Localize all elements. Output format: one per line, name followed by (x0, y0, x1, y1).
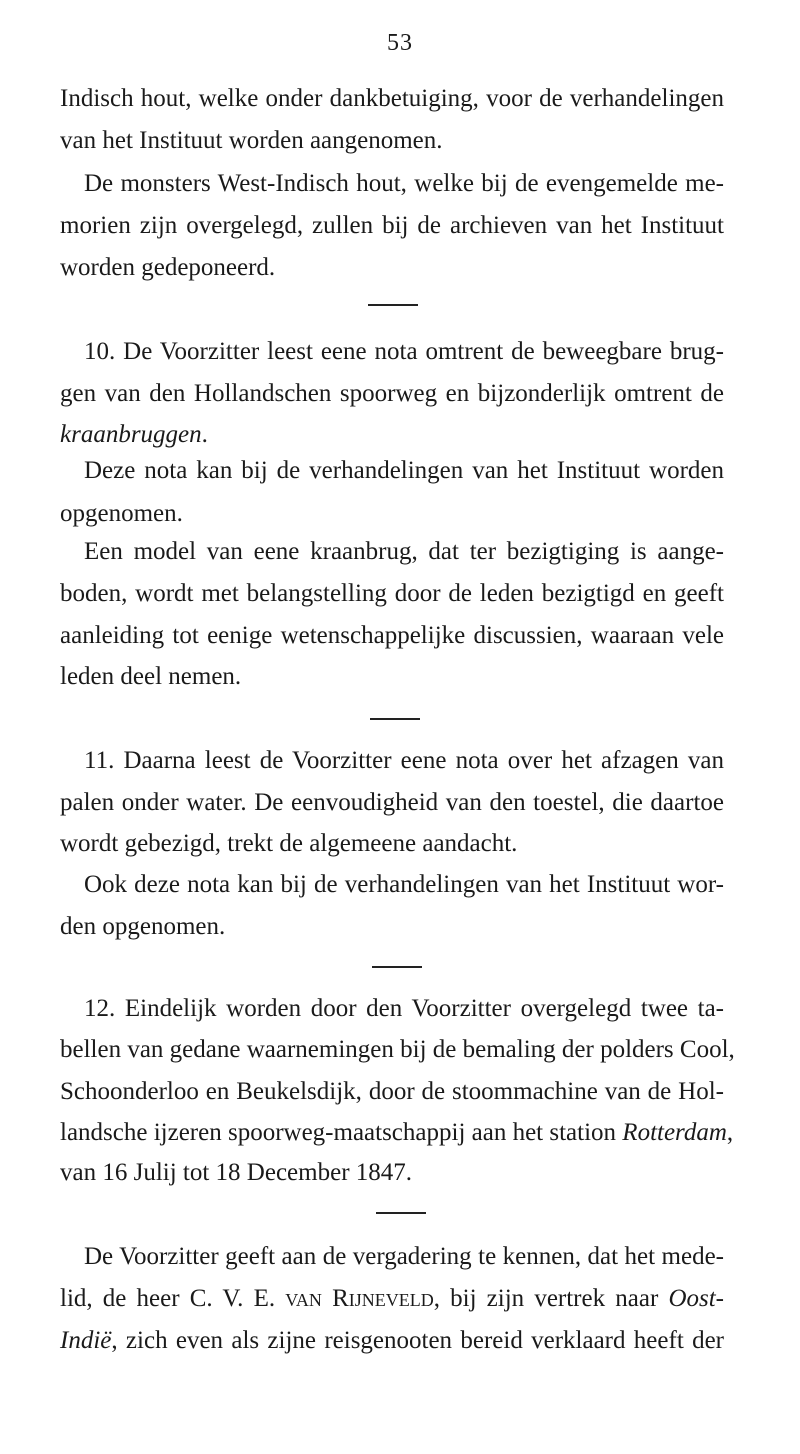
text-line: boden, wordt met belangstelling door de leden bezigtigd en geeft (60, 580, 724, 607)
text-line: leden deel nemen. (60, 663, 242, 690)
text-line: Ook deze nota kan bij de verhandelingen van het Instituut wor- (84, 871, 724, 898)
text-line: morien zijn overgelegd, zullen bij de archieven van het Instituut (60, 212, 724, 239)
text-line: van het Instituut worden aangenomen. (60, 127, 443, 154)
text-line: De Voorzitter geeft aan de vergadering te kennen, dat het mede- (84, 1243, 724, 1270)
text-line: kraanbruggen. (60, 421, 208, 448)
section-divider (368, 304, 418, 306)
text-line: van 16 Julij tot 18 December 1847. (60, 1159, 413, 1186)
text-line: den opgenomen. (60, 913, 226, 940)
italic-place: Indië (60, 1327, 112, 1354)
smallcaps-name: van Rijneveld (285, 1285, 434, 1312)
text-line: Een model van eene kraanbrug, dat ter bezigtiging is aange- (84, 538, 724, 565)
text-line: lid, de heer C. V. E. van Rijneveld, bij zijn vertrek naar Oost- (60, 1285, 724, 1312)
text-line: palen onder water. De eenvoudigheid van den toestel, die daartoe (60, 789, 724, 816)
text-line: 12. Eindelijk worden door den Voorzitter overgelegd twee ta- (84, 995, 724, 1022)
italic-place: Oost- (668, 1285, 724, 1312)
text-line: aanleiding tot eenige wetenschappelijke discussien, waaraan vele (60, 622, 724, 649)
text-line: wordt gebezigd, trekt de algemeene aandacht. (60, 830, 518, 857)
section-divider (370, 718, 420, 720)
text-line: Schoonderloo en Beukelsdijk, door de stoommachine van de Hol- (60, 1078, 724, 1105)
text-line: Indië, zich even als zijne reisgenooten bereid verklaard heeft der (60, 1327, 724, 1354)
section-divider (376, 1212, 426, 1214)
section-divider (372, 966, 422, 968)
italic-place: Rotterdam (622, 1119, 727, 1146)
italic-term: kraanbruggen (60, 421, 202, 448)
page-number: 53 (387, 30, 413, 56)
text-line: Indisch hout, welke onder dankbetuiging, voor de verhandelingen (60, 85, 724, 112)
text-line: Deze nota kan bij de verhandelingen van het Instituut worden (84, 457, 724, 484)
text-line: worden gedeponeerd. (60, 254, 276, 281)
text-line: gen van den Hollandschen spoorweg en bijzonderlijk omtrent de (60, 380, 724, 407)
text-line: opgenomen. (60, 500, 183, 527)
text-line: 10. De Voorzitter leest eene nota omtrent de beweegbare brug- (84, 338, 724, 365)
text-line: De monsters West-Indisch hout, welke bij de evengemelde me- (84, 170, 724, 197)
text-line: bellen van gedane waarnemingen bij de bemaling der polders Cool, (60, 1036, 735, 1063)
text-line: landsche ijzeren spoorweg-maatschappij aan het station Rotterdam, (60, 1119, 734, 1146)
text-line: 11. Daarna leest de Voorzitter eene nota over het afzagen van (84, 747, 724, 774)
